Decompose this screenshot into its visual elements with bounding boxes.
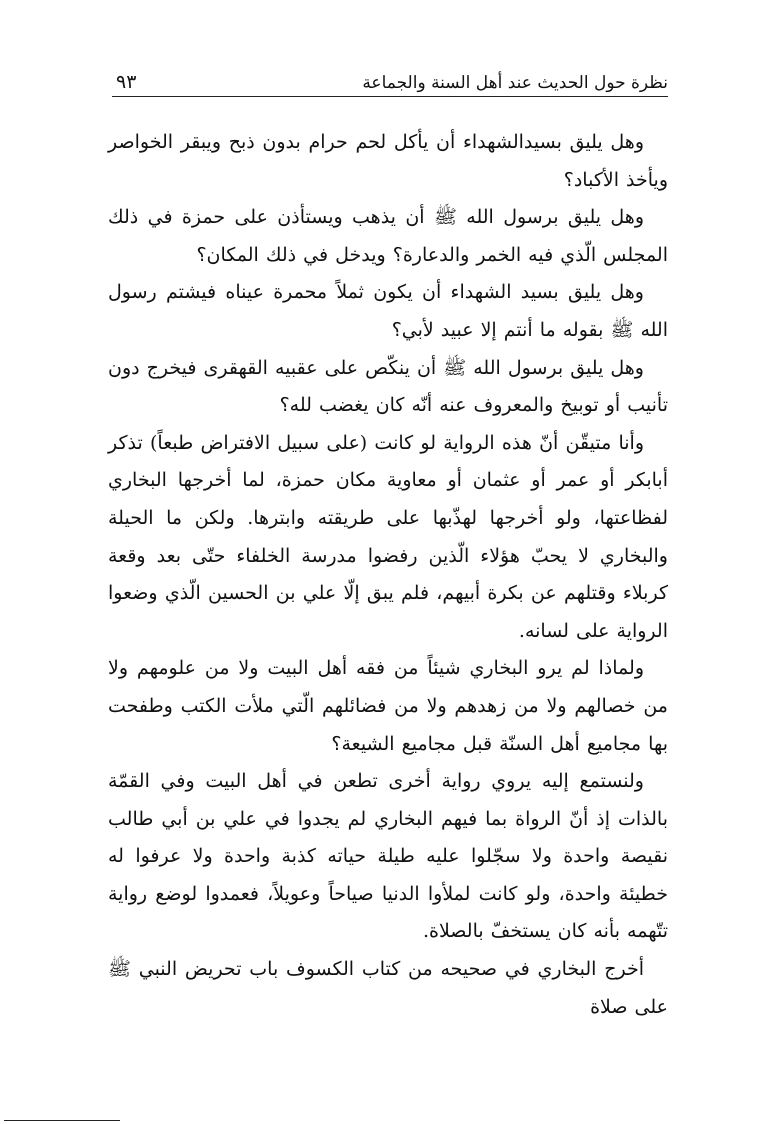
body-text (108, 124, 668, 1026)
page-number: ٩٣ (116, 71, 137, 93)
paragraph-6: ولماذا لم يرو البخاري شيئاً من فقه أهل البيت ولا من علومهم ولا من خصالهم ولا من زهدهم ولا من فضائلهم الّتي ملأت الكتب وطفحت بها مجاميع أهل السنّة قبل مجاميع الشيعة؟ (108, 657, 668, 755)
paragraph-3: وهل يليق بسيد الشهداء أن يكون ثملاً محمرة عيناه فيشتم رسول الله ﷺ بقوله ما أنتم إلا عبيد لأبي؟ (108, 281, 668, 341)
paragraph-1: وهل يليق بسيدالشهداء أن يأكل لحم حرام بدون ذبح ويبقر الخواصر ويأخذ الأكباد؟ (108, 131, 668, 191)
paragraph-7: ولنستمع إليه يروي رواية أخرى تطعن في أهل البيت وفي القمّة بالذات إذ أنّ الرواة بما فيهم البخاري لم يجدوا في علي بن أبي طالب نقيصة واحدة ولا سجّلوا عليه طيلة حياته كذبة واحدة ولا عرفوا له خطيئة واحدة، ولو كانت لملأوا الدنيا صياحاً وعويلاً، فعمدوا لوضع رواية تتّهمه بأنه كان يستخفّ بالصلاة. (108, 770, 668, 943)
paragraph-2: وهل يليق برسول الله ﷺ أن يذهب ويستأذن على حمزة في ذلك المجلس الّذي فيه الخمر والدعارة؟ ويدخل في ذلك المكان؟ (108, 206, 668, 266)
paragraph-4: وهل يليق برسول الله ﷺ أن ينكّص على عقبيه القهقرى فيخرج دون تأنيب أو توبيخ والمعروف عنه أنّه كان يغضب لله؟ (108, 356, 668, 417)
running-header (112, 62, 668, 97)
header-title: نظرة حول الحديث عند أهل السنة والجماعة (362, 73, 668, 93)
paragraph-8: أخرج البخاري في صحيحه من كتاب الكسوف باب تحريض النبي ﷺ على صلاة (108, 958, 668, 1018)
footnote-divider (4, 1120, 120, 1121)
paragraph-5: وأنا متيقّن أنّ هذه الرواية لو كانت (على سبيل الافتراض طبعاً) تذكر أبابكر أو عمر أو عثمان أو معاوية مكان حمزة، لما أخرجها البخاري لفظاعتها، ولو أخرجها لهذّبها على طريقته وابترها. ولكن ما الحيلة والبخاري لا يحبّ هؤلاء الّذين رفضوا مدرسة الخلفاء حتّى بعد وقعة كربلاء وقتلهم عن بكرة أبيهم، فلم يبق إلّا علي بن الحسين الّذي وضعوا الرواية على لسانه. (108, 431, 668, 642)
